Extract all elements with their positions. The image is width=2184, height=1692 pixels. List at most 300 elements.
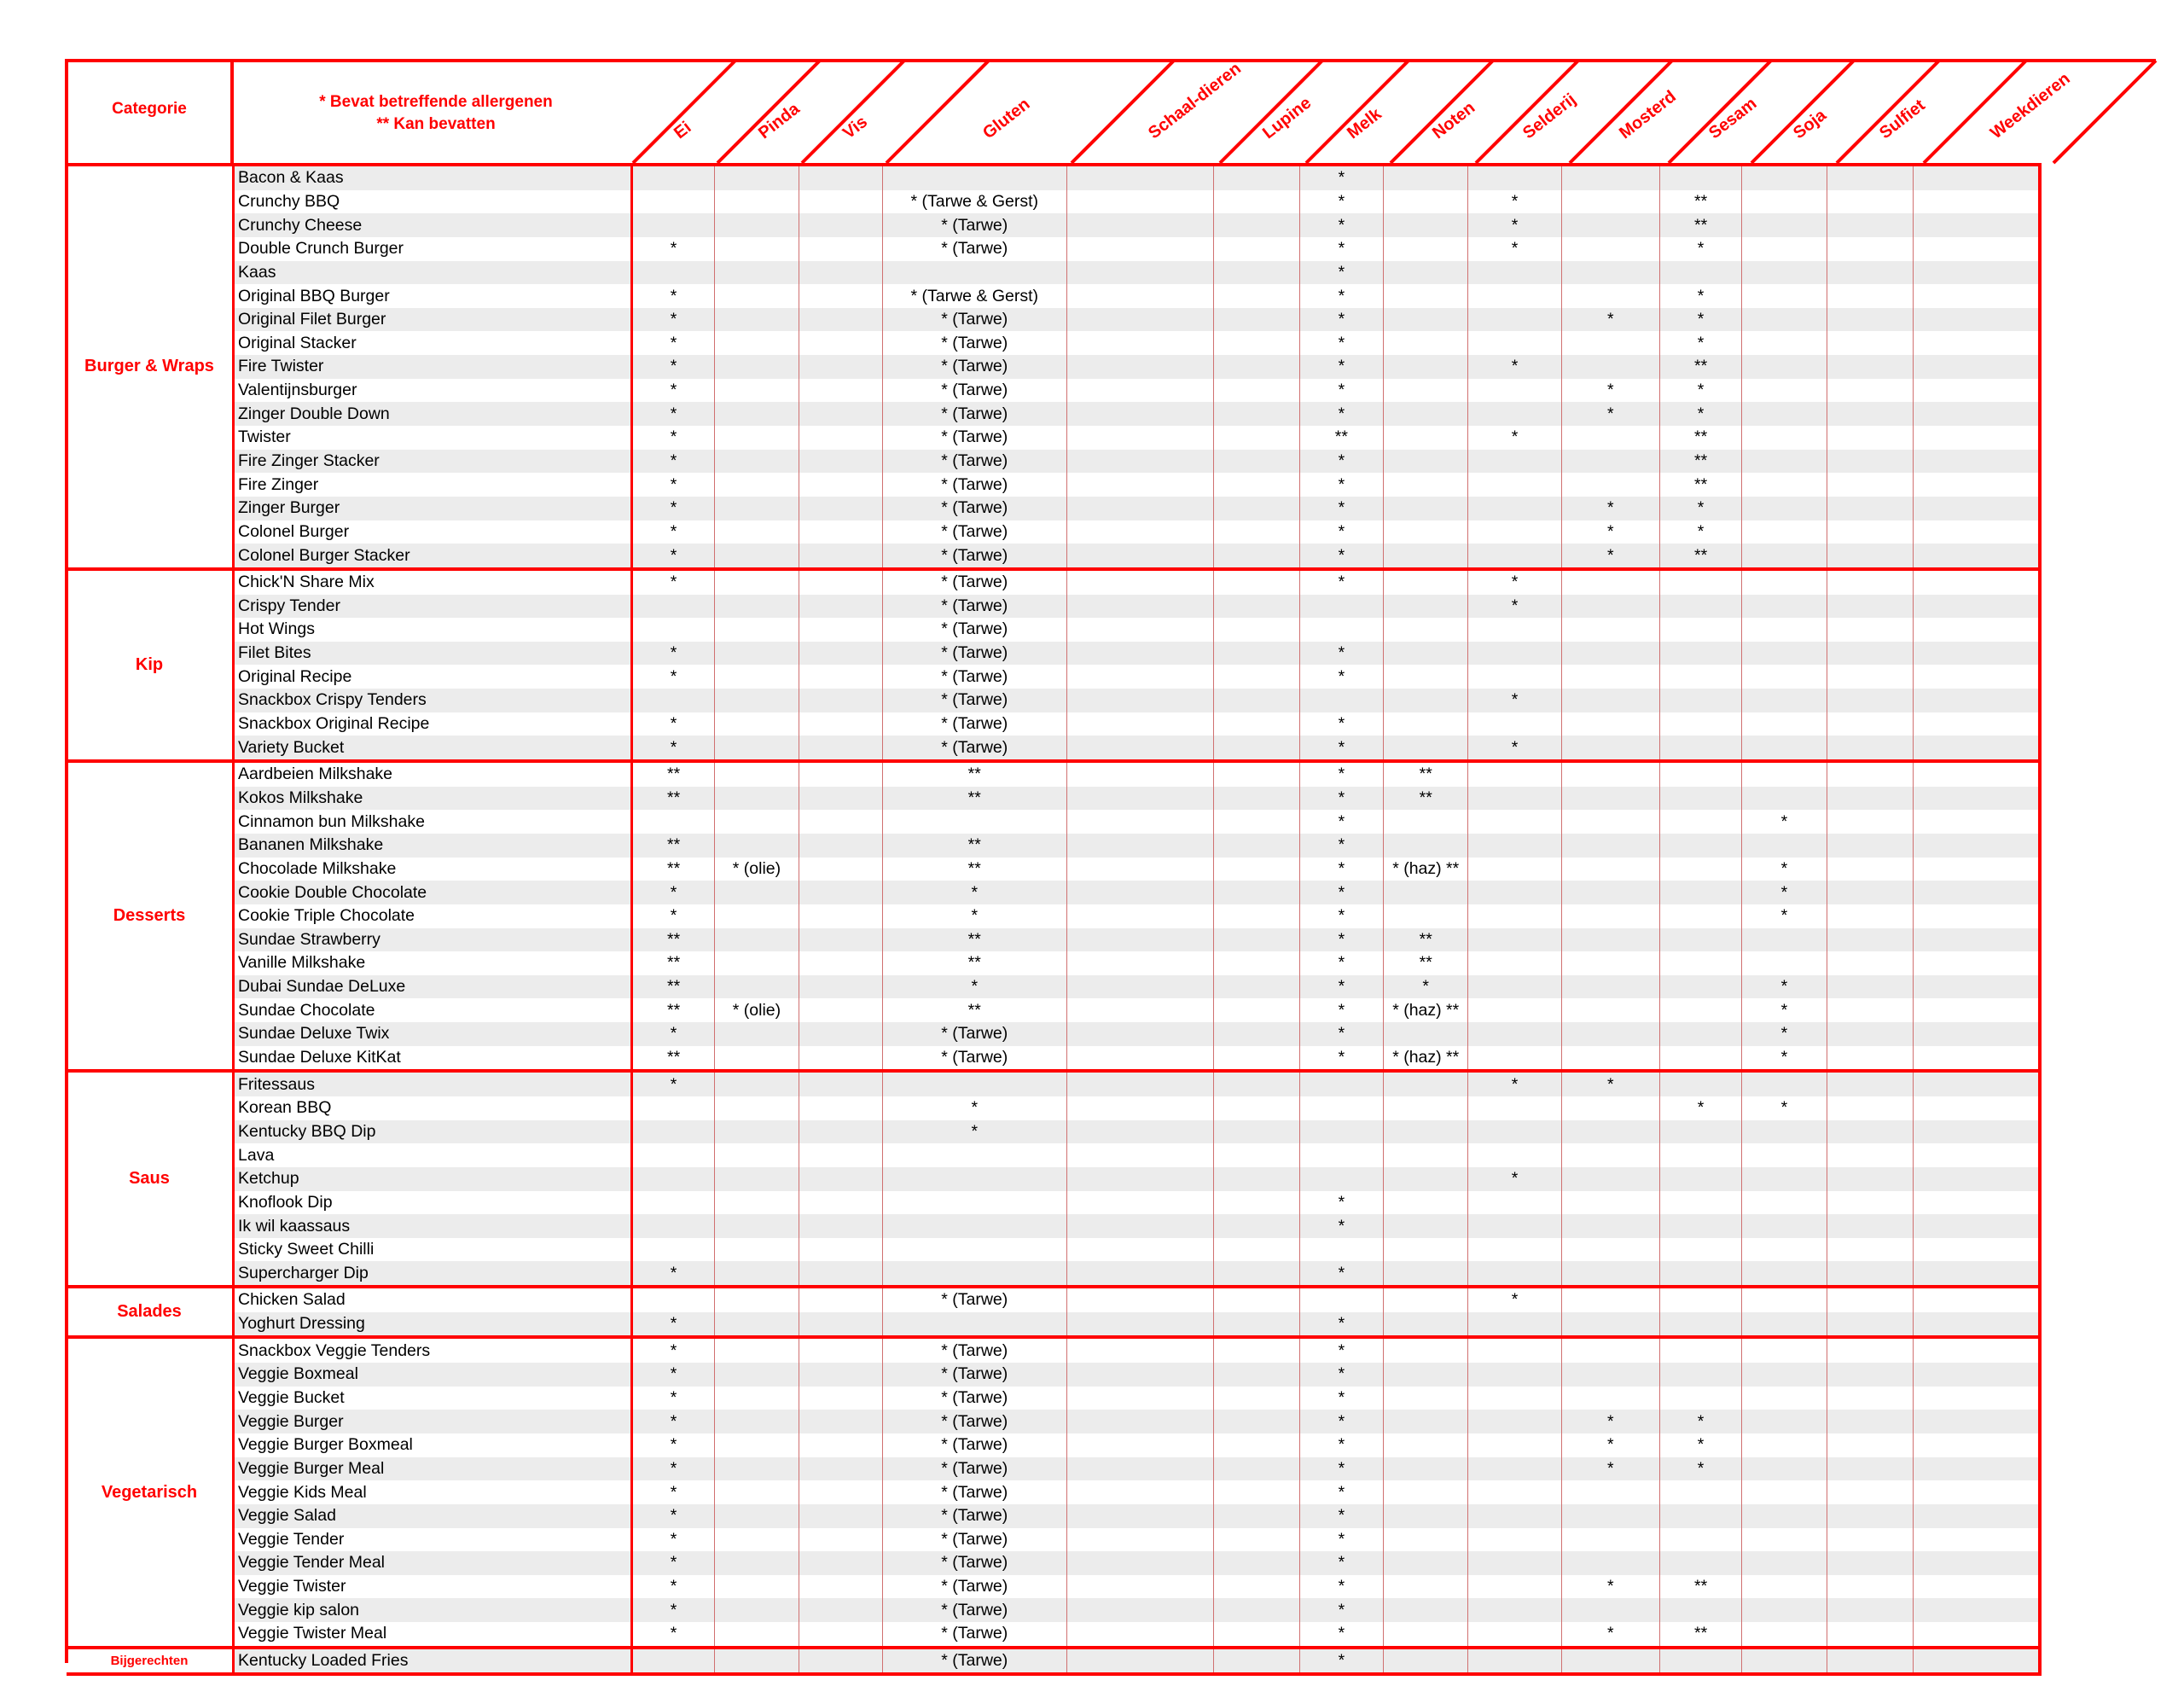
allergen-cell <box>1383 261 1467 285</box>
allergen-cell <box>1383 1387 1467 1410</box>
allergen-cell <box>1299 1167 1383 1191</box>
category-header: Categorie <box>112 100 187 118</box>
item-name: Sticky Sweet Chilli <box>232 1238 630 1262</box>
allergen-cell <box>1383 1238 1467 1262</box>
allergen-cell <box>1659 763 1741 787</box>
allergen-cell <box>1561 1528 1659 1552</box>
item-name: Fire Twister <box>232 355 630 379</box>
allergen-cell <box>714 284 798 308</box>
allergen-cell: * <box>630 1387 714 1410</box>
allergen-cell <box>1659 1387 1741 1410</box>
item-name: Kokos Milkshake <box>232 787 630 811</box>
allergen-cell <box>1827 379 1913 403</box>
allergen-cell: * <box>882 1096 1066 1120</box>
allergen-cell <box>630 595 714 619</box>
table-row <box>232 1410 2042 1433</box>
category-label: Desserts <box>113 906 186 926</box>
allergen-cell <box>1213 450 1298 474</box>
allergen-cell: * (Tarwe) <box>882 1551 1066 1575</box>
allergen-cell: * <box>630 1022 714 1046</box>
allergen-cell <box>799 1551 882 1575</box>
allergen-cell <box>1561 712 1659 736</box>
allergen-header-8: Selderij <box>1519 90 1579 143</box>
allergen-cell <box>799 858 882 881</box>
item-name: Veggie Boxmeal <box>232 1363 630 1387</box>
allergen-cell <box>630 190 714 214</box>
allergen-cell: * <box>1561 1457 1659 1481</box>
allergen-cell <box>1827 1504 1913 1528</box>
allergen-cell <box>1659 1504 1741 1528</box>
allergen-cell <box>1827 1120 1913 1144</box>
allergen-cell <box>1561 881 1659 904</box>
allergen-cell <box>1066 571 1214 595</box>
allergen-cell <box>1561 665 1659 689</box>
allergen-cell: * <box>1741 858 1826 881</box>
allergen-cell <box>1827 881 1913 904</box>
item-name: Kentucky BBQ Dip <box>232 1120 630 1144</box>
allergen-cell: * <box>1467 237 1560 261</box>
allergen-cell: * (Tarwe) <box>882 355 1066 379</box>
item-name: Veggie Twister <box>232 1575 630 1599</box>
item-name: Veggie Twister Meal <box>232 1622 630 1646</box>
allergen-cell <box>1659 1022 1741 1046</box>
allergen-cell: ** <box>1659 450 1741 474</box>
allergen-cell <box>714 1143 798 1167</box>
allergen-cell: * <box>1299 1649 1383 1673</box>
allergen-cell <box>1827 1433 1913 1457</box>
allergen-cell <box>1561 166 1659 190</box>
allergen-cell: * <box>630 1575 714 1599</box>
allergen-cell <box>799 308 882 332</box>
table-row <box>232 261 2042 285</box>
allergen-cell: * <box>1659 1096 1741 1120</box>
allergen-cell <box>714 1387 798 1410</box>
table-row <box>232 1288 2042 1312</box>
allergen-cell: * <box>1299 928 1383 952</box>
allergen-cell <box>1561 1339 1659 1363</box>
allergen-header-3: Gluten <box>979 95 1034 143</box>
allergen-cell <box>799 1214 882 1238</box>
category-label: Bijgerechten <box>110 1654 189 1669</box>
allergen-cell <box>1383 881 1467 904</box>
allergen-cell <box>799 1238 882 1262</box>
allergen-cell <box>1741 595 1826 619</box>
allergen-cell <box>1561 642 1659 666</box>
allergen-cell: * <box>630 1457 714 1481</box>
allergen-cell <box>799 1167 882 1191</box>
allergen-cell <box>1213 975 1298 999</box>
allergen-cell <box>1467 787 1560 811</box>
table-row <box>232 951 2042 975</box>
allergen-cell: * <box>1467 190 1560 214</box>
allergen-cell: * <box>1299 571 1383 595</box>
allergen-cell: * <box>630 544 714 567</box>
allergen-cell <box>714 213 798 237</box>
allergen-cell: * <box>1561 1622 1659 1646</box>
allergen-cell: * <box>1659 520 1741 544</box>
allergen-cell <box>1659 1598 1741 1622</box>
allergen-cell <box>1827 1387 1913 1410</box>
allergen-cell <box>630 1649 714 1673</box>
allergen-cell <box>714 1598 798 1622</box>
category-group <box>67 567 2042 759</box>
allergen-cell <box>1213 618 1298 642</box>
allergen-cell: * <box>1741 998 1826 1022</box>
allergen-cell <box>1827 689 1913 712</box>
table-row <box>232 834 2042 858</box>
allergen-cell: * <box>1659 1457 1741 1481</box>
allergen-cell <box>1561 595 1659 619</box>
table-row <box>232 689 2042 712</box>
allergen-cell <box>1066 1261 1214 1285</box>
allergen-cell <box>1383 571 1467 595</box>
allergen-cell <box>1827 1528 1913 1552</box>
allergen-cell <box>714 1261 798 1285</box>
table-row <box>232 881 2042 904</box>
allergen-cell <box>714 402 798 426</box>
allergen-cell: * <box>1467 1288 1560 1312</box>
allergen-cell <box>1741 928 1826 952</box>
allergen-cell <box>714 1022 798 1046</box>
allergen-cell: * <box>1741 975 1826 999</box>
allergen-cell: * <box>1299 473 1383 497</box>
allergen-cell <box>1383 237 1467 261</box>
category-label: Saus <box>129 1169 170 1189</box>
allergen-cell <box>1913 665 2042 689</box>
allergen-cell: * <box>1299 642 1383 666</box>
allergen-cell <box>799 595 882 619</box>
allergen-cell <box>1213 1387 1298 1410</box>
allergen-cell <box>1561 1143 1659 1167</box>
allergen-cell <box>1913 1410 2042 1433</box>
allergen-cell <box>1561 1046 1659 1070</box>
allergen-cell <box>1741 834 1826 858</box>
allergen-cell <box>799 1120 882 1144</box>
allergen-cell: * <box>1299 1575 1383 1599</box>
allergen-cell <box>1213 497 1298 520</box>
allergen-cell: * <box>1659 308 1741 332</box>
item-name: Dubai Sundae DeLuxe <box>232 975 630 999</box>
allergen-cell <box>1659 665 1741 689</box>
allergen-cell <box>799 331 882 355</box>
allergen-cell <box>1741 571 1826 595</box>
allergen-cell <box>1066 1504 1214 1528</box>
allergen-cell <box>1467 1387 1560 1410</box>
allergen-cell <box>1213 595 1298 619</box>
allergen-cell <box>1561 998 1659 1022</box>
allergen-cell <box>1913 928 2042 952</box>
allergen-cell <box>630 1096 714 1120</box>
allergen-cell <box>1659 618 1741 642</box>
allergen-cell <box>1213 1410 1298 1433</box>
allergen-cell <box>1066 1457 1214 1481</box>
allergen-cell <box>714 473 798 497</box>
allergen-cell <box>1741 1339 1826 1363</box>
allergen-cell <box>1561 450 1659 474</box>
allergen-cell <box>1066 355 1214 379</box>
allergen-cell <box>714 1167 798 1191</box>
allergen-cell <box>1741 1551 1826 1575</box>
allergen-cell <box>1213 951 1298 975</box>
allergen-cell: * <box>1299 520 1383 544</box>
allergen-cell: * <box>630 712 714 736</box>
allergen-cell <box>1741 1528 1826 1552</box>
allergen-cell: * <box>1299 1457 1383 1481</box>
allergen-cell: ** <box>1383 763 1467 787</box>
allergen-cell <box>630 1143 714 1167</box>
allergen-cell <box>1659 1339 1741 1363</box>
allergen-cell: ** <box>630 787 714 811</box>
allergen-cell <box>1561 331 1659 355</box>
allergen-cell <box>1827 1073 1913 1096</box>
allergen-cell <box>1213 1046 1298 1070</box>
allergen-cell <box>1467 1433 1560 1457</box>
allergen-cell: ** <box>882 834 1066 858</box>
allergen-cell: * (Tarwe) <box>882 1288 1066 1312</box>
allergen-cell <box>1561 1480 1659 1504</box>
allergen-cell <box>799 736 882 759</box>
allergen-cell: * <box>1741 1046 1826 1070</box>
allergen-cell <box>1066 1288 1214 1312</box>
allergen-cell: * <box>630 1363 714 1387</box>
table-row <box>232 355 2042 379</box>
allergen-cell <box>882 1214 1066 1238</box>
allergen-cell <box>1659 1261 1741 1285</box>
allergen-cell: * <box>1561 497 1659 520</box>
allergen-cell <box>1741 1598 1826 1622</box>
allergen-cell <box>1066 618 1214 642</box>
table-row <box>232 1339 2042 1363</box>
allergen-cell <box>1383 402 1467 426</box>
allergen-cell <box>1383 1457 1467 1481</box>
table-row <box>232 1457 2042 1481</box>
allergen-cell <box>714 1120 798 1144</box>
allergen-cell <box>1561 736 1659 759</box>
allergen-cell <box>1467 1551 1560 1575</box>
allergen-cell <box>799 1387 882 1410</box>
allergen-cell: * <box>1299 190 1383 214</box>
allergen-cell <box>1827 1238 1913 1262</box>
allergen-cell <box>1467 1261 1560 1285</box>
table-row <box>232 237 2042 261</box>
allergen-cell: * <box>1299 1598 1383 1622</box>
allergen-cell: * <box>1299 904 1383 928</box>
allergen-cell <box>1213 1312 1298 1336</box>
allergen-cell <box>1066 928 1214 952</box>
allergen-cell: ** <box>630 998 714 1022</box>
allergen-cell <box>1741 473 1826 497</box>
allergen-cell <box>714 1480 798 1504</box>
allergen-cell <box>1741 355 1826 379</box>
allergen-cell <box>1066 689 1214 712</box>
allergen-cell <box>1913 1073 2042 1096</box>
allergen-cell <box>1383 1312 1467 1336</box>
allergen-cell <box>799 1046 882 1070</box>
category-group <box>67 759 2042 1069</box>
allergen-cell <box>882 1312 1066 1336</box>
allergen-cell <box>1561 1261 1659 1285</box>
allergen-cell <box>1066 308 1214 332</box>
allergen-cell <box>1741 497 1826 520</box>
allergen-cell <box>1213 284 1298 308</box>
allergen-cell <box>1383 520 1467 544</box>
allergen-cell <box>1383 166 1467 190</box>
allergen-cell: * (Tarwe) <box>882 213 1066 237</box>
item-name: Sundae Chocolate <box>232 998 630 1022</box>
allergen-cell <box>1213 544 1298 567</box>
allergen-cell: * <box>1299 1214 1383 1238</box>
allergen-cell: * <box>1299 379 1383 403</box>
allergen-cell: * (Tarwe) <box>882 473 1066 497</box>
allergen-cell <box>714 308 798 332</box>
allergen-cell <box>1213 1191 1298 1215</box>
allergen-cell <box>799 787 882 811</box>
allergen-cell: * <box>1299 1191 1383 1215</box>
allergen-cell <box>1066 1363 1214 1387</box>
allergen-cell <box>882 1167 1066 1191</box>
allergen-cell <box>1561 261 1659 285</box>
allergen-cell <box>1741 951 1826 975</box>
allergen-cell <box>1383 1073 1467 1096</box>
allergen-cell <box>799 190 882 214</box>
allergen-cell <box>1561 1387 1659 1410</box>
allergen-cell <box>714 190 798 214</box>
item-name: Aardbeien Milkshake <box>232 763 630 787</box>
table-row <box>232 497 2042 520</box>
allergen-cell: * <box>1299 544 1383 567</box>
allergen-cell <box>1741 665 1826 689</box>
allergen-cell <box>1066 1551 1214 1575</box>
allergen-cell: * <box>1299 763 1383 787</box>
allergen-cell <box>1659 1551 1741 1575</box>
allergen-cell <box>1741 520 1826 544</box>
allergen-cell <box>1467 284 1560 308</box>
allergen-cell <box>1066 834 1214 858</box>
table-row <box>232 1433 2042 1457</box>
allergen-cell <box>1066 665 1214 689</box>
allergen-cell <box>1213 331 1298 355</box>
allergen-cell <box>1913 1238 2042 1262</box>
allergen-cell: * <box>1299 355 1383 379</box>
allergen-cell <box>1066 473 1214 497</box>
allergen-cell <box>1913 810 2042 834</box>
allergen-cell <box>1827 998 1913 1022</box>
allergen-cell <box>1467 881 1560 904</box>
allergen-header-11: Soja <box>1790 105 1830 143</box>
allergen-cell: ** <box>1659 473 1741 497</box>
allergen-cell <box>1913 571 2042 595</box>
allergen-cell <box>714 1096 798 1120</box>
category-group <box>67 1646 2042 1677</box>
allergen-cell <box>1383 379 1467 403</box>
allergen-cell <box>714 355 798 379</box>
allergen-cell <box>799 1288 882 1312</box>
table-row <box>232 1191 2042 1215</box>
table-row <box>232 1261 2042 1285</box>
allergen-cell <box>799 928 882 952</box>
table-row <box>232 520 2042 544</box>
item-name: Twister <box>232 426 630 450</box>
allergen-cell: * (Tarwe) <box>882 1575 1066 1599</box>
allergen-cell <box>1913 951 2042 975</box>
allergen-cell <box>630 213 714 237</box>
allergen-cell: * <box>630 1433 714 1457</box>
allergen-cell <box>1827 951 1913 975</box>
allergen-cell <box>1561 1363 1659 1387</box>
allergen-cell <box>799 689 882 712</box>
allergen-cell <box>799 355 882 379</box>
allergen-cell <box>1066 213 1214 237</box>
allergen-cell: * <box>1299 1261 1383 1285</box>
allergen-cell <box>714 544 798 567</box>
allergen-cell: * <box>1299 881 1383 904</box>
allergen-cell <box>1913 190 2042 214</box>
allergen-cell <box>1383 1363 1467 1387</box>
allergen-cell <box>1561 1214 1659 1238</box>
allergen-cell <box>1913 595 2042 619</box>
allergen-cell <box>1213 379 1298 403</box>
allergen-cell <box>1913 379 2042 403</box>
allergen-cell: ** <box>882 928 1066 952</box>
table-row <box>232 331 2042 355</box>
allergen-cell <box>1659 787 1741 811</box>
allergen-cell <box>882 1073 1066 1096</box>
allergen-cell <box>1561 1312 1659 1336</box>
allergen-cell: * <box>1467 213 1560 237</box>
allergen-cell <box>1561 763 1659 787</box>
allergen-cell <box>1913 712 2042 736</box>
allergen-cell <box>1561 284 1659 308</box>
allergen-cell <box>1213 1288 1298 1312</box>
item-name: Supercharger Dip <box>232 1261 630 1285</box>
allergen-cell <box>1913 1191 2042 1215</box>
allergen-cell <box>1561 904 1659 928</box>
item-name: Veggie kip salon <box>232 1598 630 1622</box>
allergen-cell <box>799 1598 882 1622</box>
allergen-cell <box>1561 571 1659 595</box>
table-row <box>232 1363 2042 1387</box>
allergen-cell <box>799 618 882 642</box>
allergen-cell <box>1741 1312 1826 1336</box>
allergen-cell: * <box>630 881 714 904</box>
allergen-cell <box>1659 1167 1741 1191</box>
allergen-cell <box>799 166 882 190</box>
allergen-cell <box>1213 834 1298 858</box>
allergen-cell: * <box>630 237 714 261</box>
allergen-cell <box>1827 858 1913 881</box>
allergen-cell <box>1659 858 1741 881</box>
allergen-cell <box>799 1339 882 1363</box>
allergen-cell: * <box>882 881 1066 904</box>
allergen-cell <box>1741 544 1826 567</box>
allergen-cell <box>1066 642 1214 666</box>
allergen-cell: * <box>1561 520 1659 544</box>
allergen-cell: * <box>630 355 714 379</box>
allergen-cell: ** <box>1383 951 1467 975</box>
allergen-cell <box>1827 1598 1913 1622</box>
allergen-cell: * <box>630 1312 714 1336</box>
allergen-cell <box>1467 261 1560 285</box>
table-row <box>232 998 2042 1022</box>
category-group <box>67 1285 2042 1335</box>
item-name: Sundae Deluxe Twix <box>232 1022 630 1046</box>
allergen-cell <box>1383 642 1467 666</box>
allergen-cell: * (Tarwe) <box>882 450 1066 474</box>
allergen-cell <box>630 1120 714 1144</box>
allergen-cell <box>1827 975 1913 999</box>
allergen-cell <box>1213 928 1298 952</box>
allergen-cell: * (Tarwe) <box>882 1410 1066 1433</box>
